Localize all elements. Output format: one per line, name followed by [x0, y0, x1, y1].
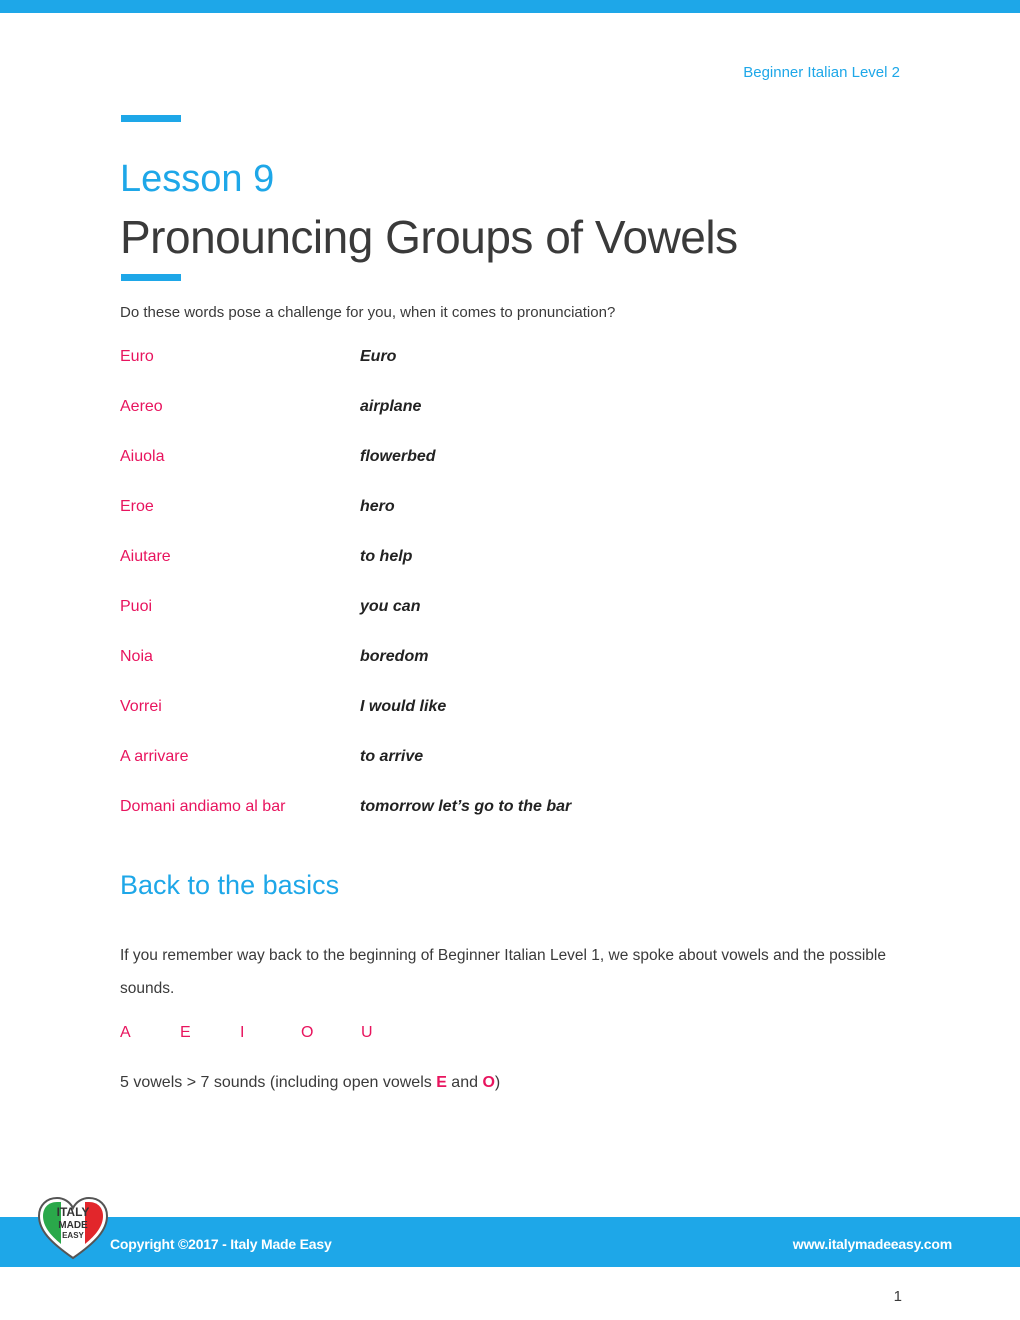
vocab-row [120, 348, 900, 398]
english-translation: you can [360, 598, 421, 615]
vocab-row [120, 598, 900, 648]
english-translation: flowerbed [360, 448, 436, 465]
english-translation: to help [360, 548, 413, 565]
vocab-row [120, 398, 900, 448]
open-vowel-o: O [482, 1074, 495, 1091]
italian-word: Domani andiamo al bar [120, 798, 286, 815]
vowel-e: E [180, 1024, 191, 1041]
vowel-o: O [301, 1024, 314, 1041]
vocab-row [120, 498, 900, 548]
italian-word: Puoi [120, 598, 153, 615]
vowel-a: A [120, 1024, 131, 1041]
italian-word: Aiutare [120, 548, 171, 565]
intro-question: Do these words pose a challenge for you, when it comes to pronunciation? [120, 304, 616, 321]
title-accent-dash-bottom [121, 274, 181, 281]
italian-word: Eroe [120, 498, 154, 515]
top-accent-bar [0, 0, 1020, 13]
title-accent-dash-top [121, 115, 181, 122]
page-number: 1 [893, 1288, 902, 1305]
english-translation: airplane [360, 398, 422, 415]
section-paragraph: If you remember way back to the beginning of Beginner Italian Level 1, we spoke about vowels and the possible sounds. [120, 947, 886, 997]
footer-copyright: Copyright ©2017 - Italy Made Easy [110, 1236, 332, 1252]
vocab-row [120, 448, 900, 498]
svg-text:EASY: EASY [62, 1231, 84, 1240]
vowel-i: I [240, 1024, 245, 1041]
lesson-number: Lesson 9 [120, 158, 275, 200]
sounds-and: and [446, 1074, 483, 1091]
svg-text:ITALY: ITALY [56, 1205, 90, 1219]
svg-text:MADE: MADE [58, 1220, 88, 1231]
section-heading: Back to the basics [120, 870, 340, 900]
vowel-u: U [361, 1024, 373, 1041]
english-translation: tomorrow let’s go to the bar [360, 798, 572, 815]
vocab-row [120, 548, 900, 598]
italian-word: Euro [120, 348, 154, 365]
italy-made-easy-logo [36, 1196, 110, 1262]
italian-word: Aiuola [120, 448, 165, 465]
open-vowel-e: E [436, 1074, 447, 1091]
italian-word: A arrivare [120, 748, 189, 765]
vocab-row [120, 698, 900, 748]
italian-word: Vorrei [120, 698, 162, 715]
english-translation: to arrive [360, 748, 424, 765]
italian-word: Aereo [120, 398, 163, 415]
vocab-row [120, 648, 900, 698]
sounds-suffix: ) [494, 1074, 501, 1091]
italian-word: Noia [120, 648, 153, 665]
english-translation: hero [360, 498, 395, 515]
sounds-prefix: 5 vowels > 7 sounds (including open vowels [120, 1074, 437, 1091]
lesson-title: Pronouncing Groups of Vowels [120, 211, 738, 263]
english-translation: boredom [360, 648, 429, 665]
footer-website-link[interactable]: www.italymadeeasy.com [792, 1236, 952, 1252]
vocabulary-list [120, 348, 900, 848]
vocab-row [120, 748, 900, 798]
header-course-title: Beginner Italian Level 2 [743, 64, 900, 81]
english-translation: I would like [360, 698, 447, 715]
sounds-note [120, 1074, 500, 1092]
english-translation: Euro [360, 348, 397, 365]
vocab-row [120, 798, 900, 848]
